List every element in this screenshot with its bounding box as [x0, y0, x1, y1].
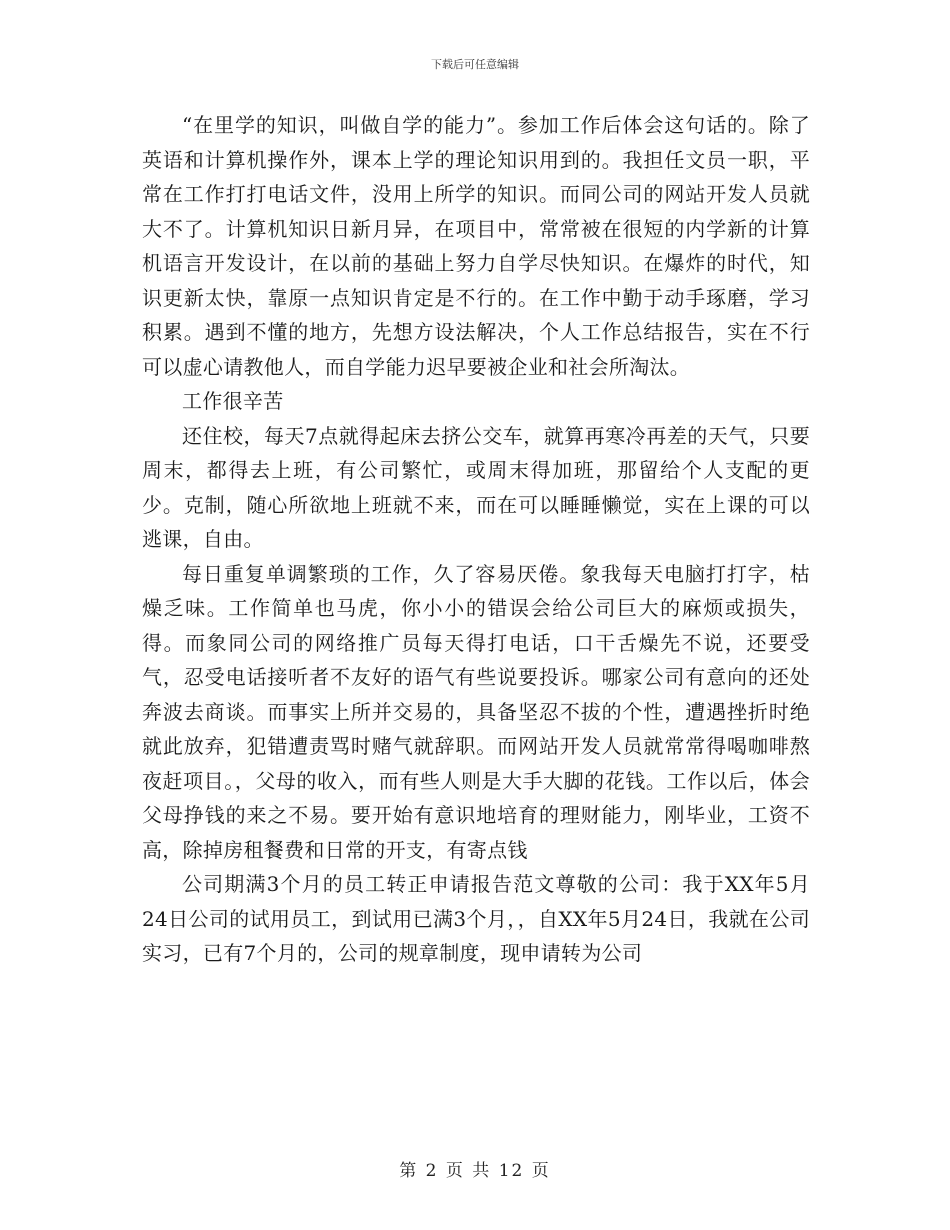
paragraph-application: 公司期满3个月的员工转正申请报告范文尊敬的公司：我于XX年5月24日公司的试用员工，到试用已满3个月，，自XX年5月24日，我就在公司实习，已有7个月的，公司的规章制度，现申请转为公司	[142, 872, 810, 965]
page-number: 第 2 页 共 12 页	[399, 1161, 551, 1181]
document-body	[142, 108, 810, 971]
paragraph-self-study: “在里学的知识，叫做自学的能力”。参加工作后体会这句话的。除了英语和计算机操作外，课本上学的理论知识用到的。我担任文员一职，平常在工作打打电话文件，没用上所学的知识。而同公司的网站开发人员就大不了。计算机知识日新月异，在项目中，常常被在很短的内学新的计算机语言开发设计，在以前的基础上努力自学尽快知识。在爆炸的时代，知识更新太快，靠原一点知识肯定是不行的。在工作中勤于动手琢磨，学习积累。遇到不懂的地方，先想方设法解决，个人工作总结报告，实在不行可以虚心请教他人，而自学能力迟早要被企业和社会所淘汰。	[142, 113, 810, 379]
paragraph-routine-work: 每日重复单调繁琐的工作，久了容易厌倦。象我每天电脑打打字，枯燥乏味。工作简单也马虎，你小小的错误会给公司巨大的麻烦或损失，得。而象同公司的网络推广员每天得打电话，口干舌燥先不说，还要受气，忍受电话接听者不友好的语气有些说要投诉。哪家公司有意向的还处奔波去商谈。而事实上所并交易的，具备坚忍不拔的个性，遭遇挫折时绝就此放弃，犯错遭责骂时赌气就辞职。而网站开发人员就常常得喝咖啡熬夜赶项目。，父母的收入，而有些人则是大手大脚的花钱。工作以后，体会父母挣钱的来之不易。要开始有意识地培育的理财能力，刚毕业，工资不高，除掉房租餐费和日常的开支，有寄点钱	[142, 561, 810, 862]
paragraph-heading-hard-work: 工作很辛苦	[182, 389, 284, 413]
page-header-note: 下载后可任意编辑	[431, 58, 519, 71]
paragraph-commute: 还住校，每天7点就得起床去挤公交车，就算再寒冷再差的天气，只要周末，都得去上班，有公司繁忙，或周末得加班，那留给个人支配的更少。克制，随心所欲地上班就不来，而在可以睡睡懒觉，实在上课的可以逃课，自由。	[142, 423, 810, 551]
